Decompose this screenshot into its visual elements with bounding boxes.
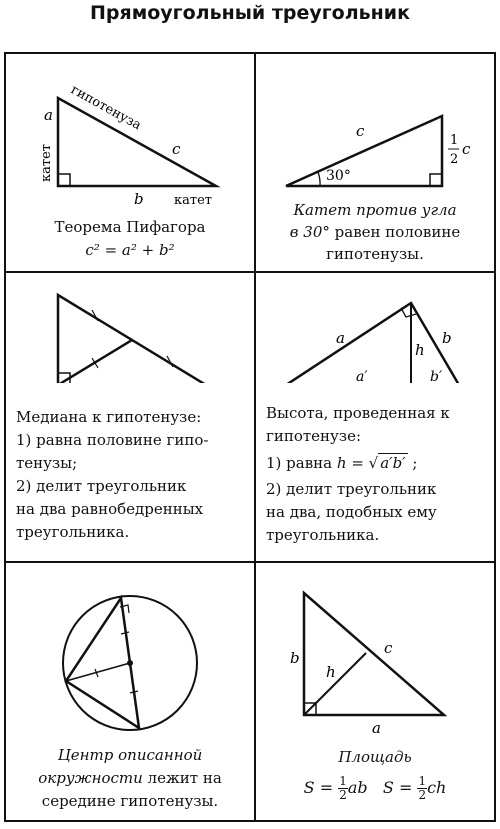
cell-altitude	[256, 273, 494, 561]
label-c: c	[384, 639, 393, 657]
median-line	[58, 340, 132, 383]
pythagoras-triangle-diagram	[6, 54, 254, 219]
page-title: Прямоугольный треугольник	[90, 2, 410, 24]
fraction-one-half: $\frac{1}{2}$	[418, 774, 427, 802]
median-caption-line3: тенузы;	[16, 454, 78, 472]
angle-arc	[318, 172, 320, 186]
30-degree-caption-line3: гипотенузы.	[326, 245, 424, 263]
median-triangle-diagram	[6, 273, 254, 383]
median-caption-line1: Медиана к гипотенузе:	[16, 408, 202, 426]
center-point	[127, 660, 133, 666]
label-angle-30: 30°	[326, 168, 351, 184]
right-triangle	[58, 98, 216, 186]
cell-pythagoras	[6, 54, 254, 271]
right-triangle	[58, 295, 206, 383]
altitude-caption-line3: 1) равна h = √ a′b′ ;	[266, 454, 418, 472]
label-katet-bottom: катет	[174, 193, 212, 208]
pythagoras-caption: Теорема Пифагора	[54, 218, 206, 236]
cell-30-degree	[256, 54, 494, 271]
label-katet-left: катет	[39, 144, 54, 182]
fraction-one-half: $\frac{1}{2}$	[339, 774, 347, 802]
label-c: c	[172, 140, 181, 158]
label-a: a	[372, 719, 381, 733]
label-b-prime: b′	[430, 369, 443, 383]
label-a: a	[336, 329, 345, 347]
cell-circumcircle	[6, 563, 254, 820]
label-half-denominator: 2	[450, 152, 459, 167]
altitude-triangle-diagram	[256, 273, 494, 383]
label-b: b	[134, 190, 144, 208]
30-degree-caption-line2: в 30° равен половине	[289, 223, 461, 241]
label-b: b	[442, 329, 452, 347]
pythagoras-formula: c² = a² + b²	[85, 241, 175, 259]
median-caption-line5: на два равнобедренных	[16, 500, 204, 518]
label-hypotenuse: гипотенуза	[68, 82, 144, 134]
altitude-caption-line6: треугольника.	[266, 526, 380, 544]
label-h: h	[326, 663, 336, 681]
label-b: b	[290, 649, 300, 667]
right-triangle	[304, 593, 444, 715]
area-triangle-diagram	[256, 563, 494, 733]
area-caption: Площадь	[338, 748, 412, 766]
circumcircle-caption-line1: Центр описанной	[57, 746, 203, 764]
label-half-numerator: 1	[450, 133, 459, 148]
altitude-caption-line4: 2) делит треугольник	[266, 480, 437, 498]
label-c: c	[356, 122, 365, 140]
altitude-caption-line2: гипотенузе:	[266, 427, 361, 445]
median-caption-line4: 2) делит треугольник	[16, 477, 187, 495]
circumcircle-caption-line2: окружности лежит на	[38, 769, 222, 787]
median-caption-line6: треугольника.	[16, 523, 130, 541]
sqrt-expression: a′b′	[380, 454, 406, 472]
median-caption-line2: 1) равна половине гипо-	[16, 431, 209, 449]
right-angle-mark	[430, 174, 442, 186]
label-h: h	[415, 341, 425, 359]
altitude-caption-line1: Высота, проведенная к	[266, 404, 450, 422]
30-degree-triangle-diagram	[256, 54, 494, 204]
30-degree-caption-line1: Катет против угла	[293, 201, 457, 219]
label-half-c: c	[462, 140, 471, 158]
theorem-table	[4, 52, 496, 822]
area-formulas: S = $\frac{1}{2}$ ab S = $\frac{1}{2}$ ch	[303, 774, 447, 802]
right-angle-mark	[58, 174, 70, 186]
circumcircle-caption-line3: середине гипотенузы.	[41, 792, 219, 810]
label-a: a	[44, 106, 53, 124]
cell-area	[256, 563, 494, 820]
altitude-caption-line5: на два, подобных ему	[266, 503, 437, 521]
label-a-prime: a′	[356, 369, 368, 383]
cell-median	[6, 273, 254, 561]
circumcircle-diagram	[6, 563, 254, 743]
